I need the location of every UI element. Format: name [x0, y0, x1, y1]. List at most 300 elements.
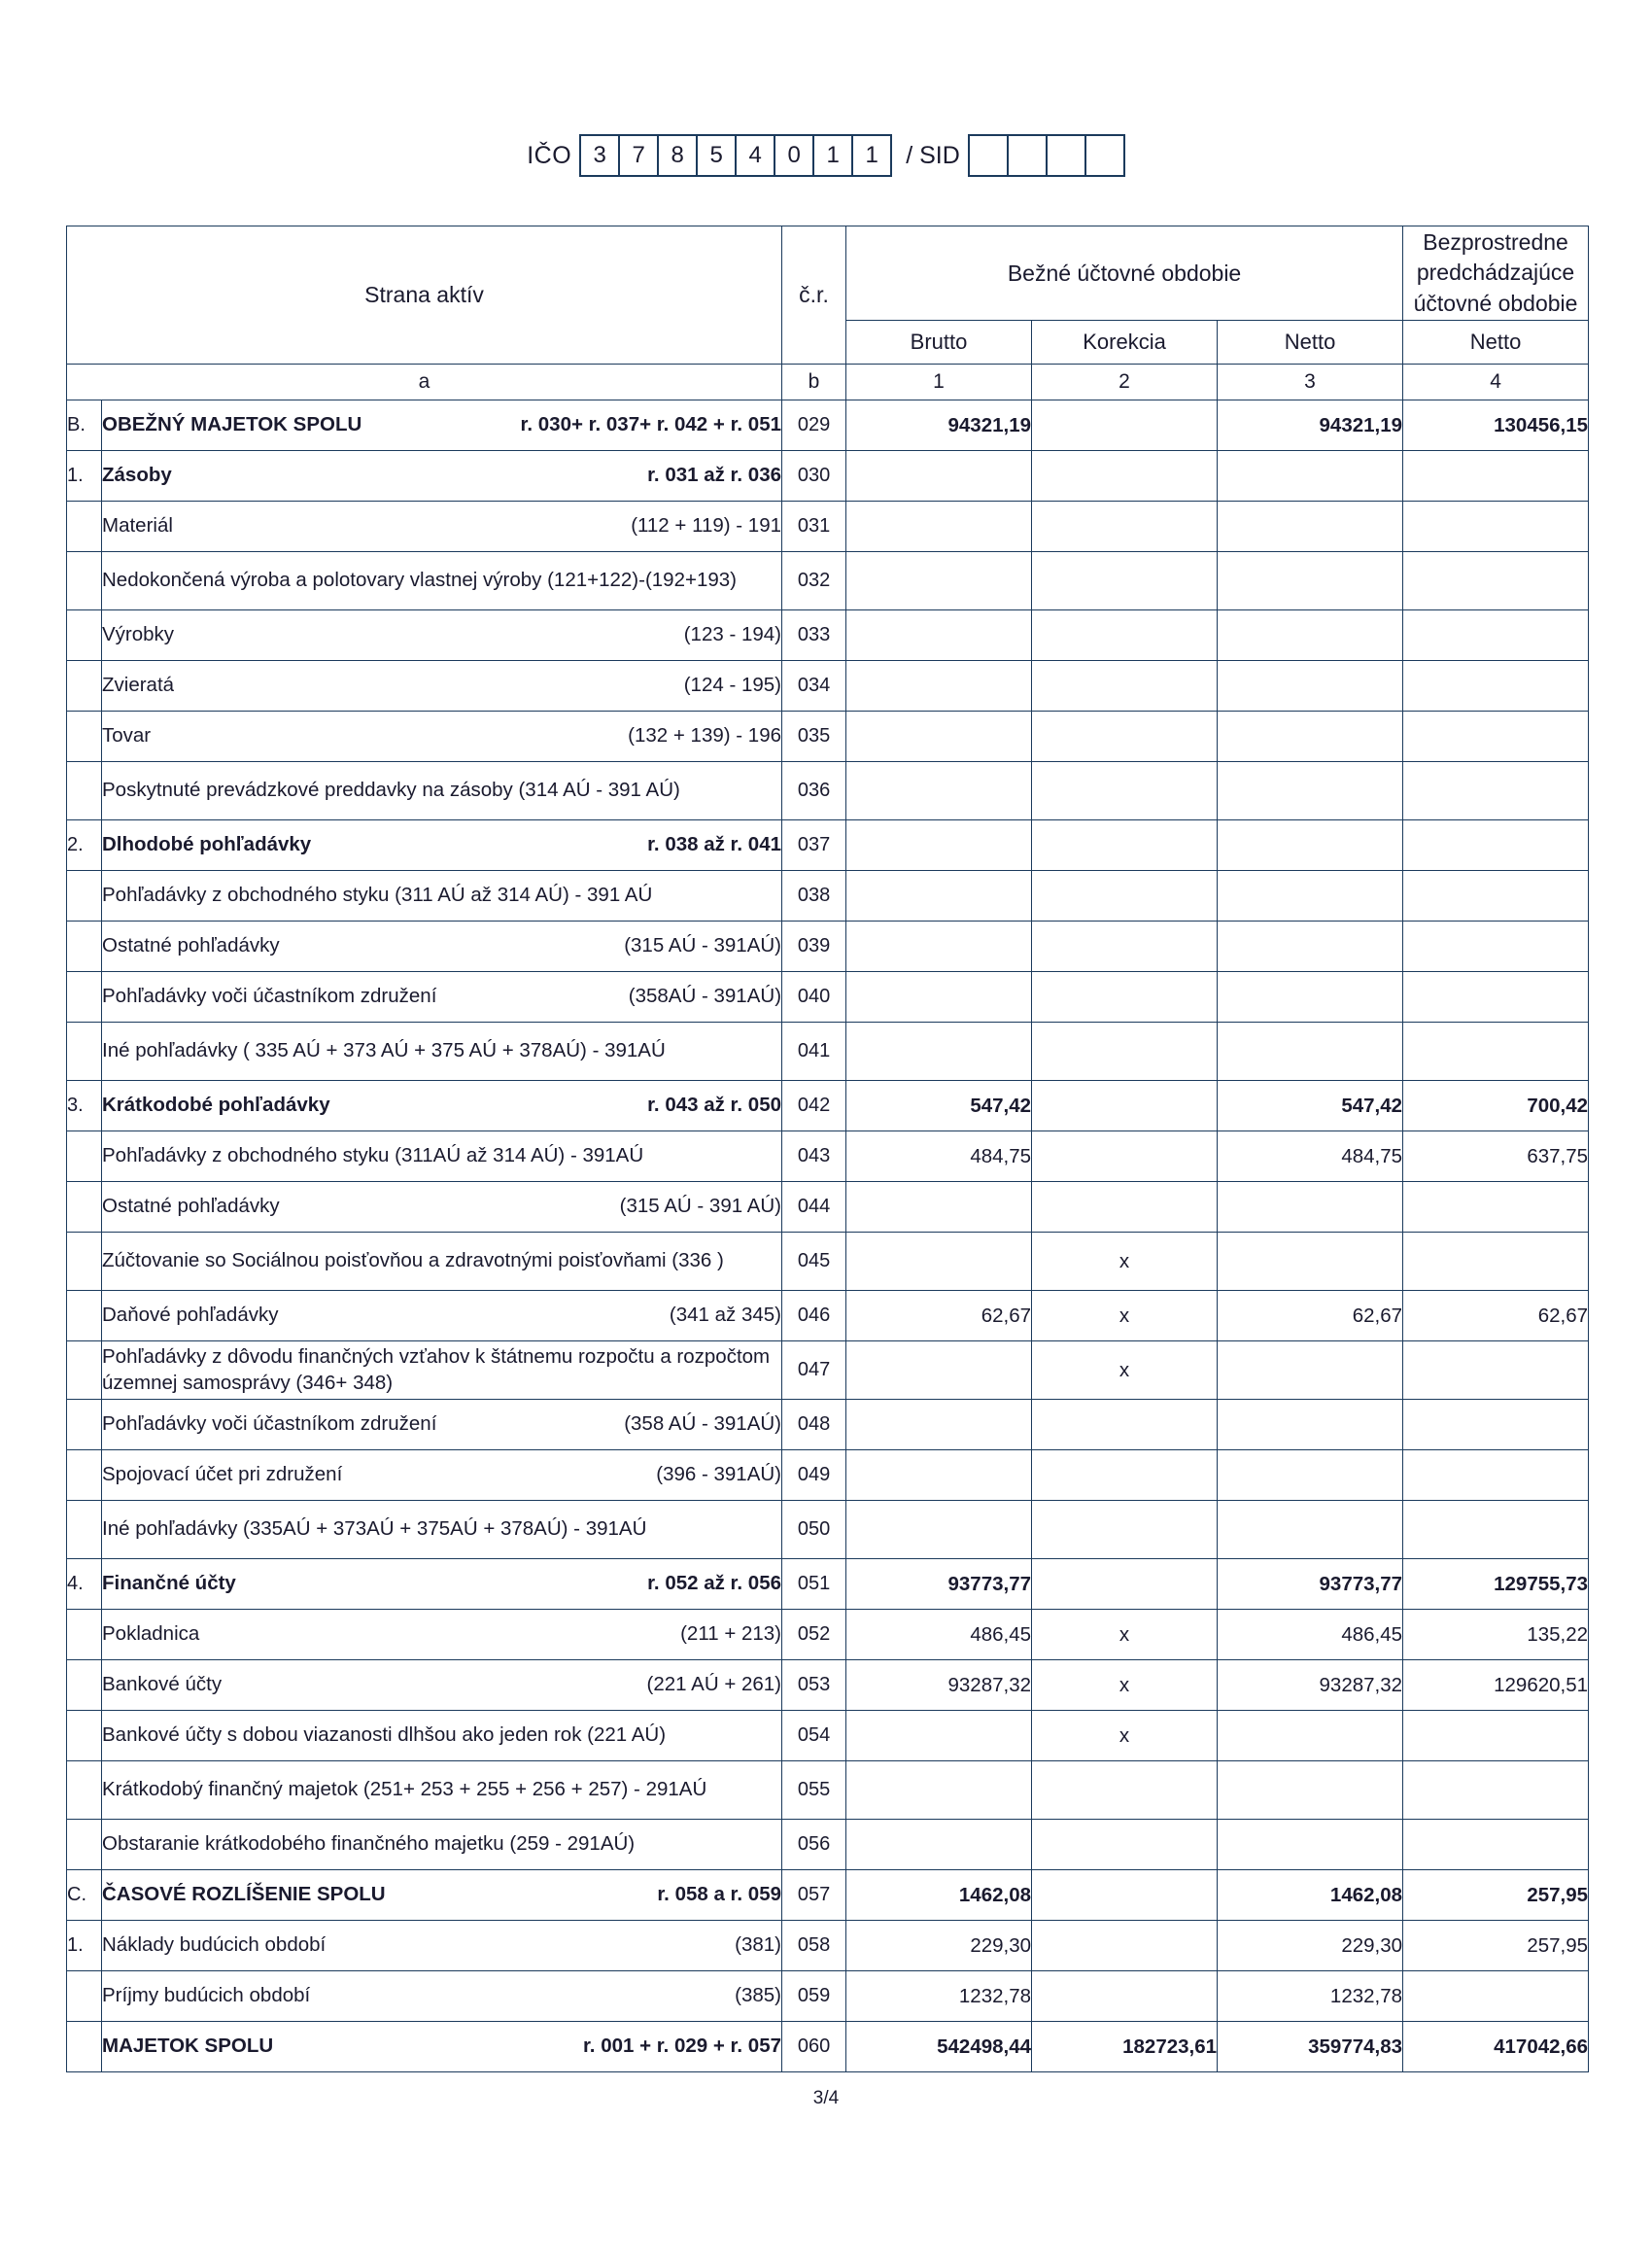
row-line-number: 037 — [782, 820, 846, 871]
row-line-number: 047 — [782, 1341, 846, 1400]
cell-korekcia — [1032, 1501, 1218, 1559]
cell-netto — [1218, 1820, 1403, 1870]
row-formula: (315 AÚ - 391 AÚ) — [619, 1195, 782, 1218]
row-index — [67, 552, 102, 610]
sid-label: / SID — [906, 141, 960, 169]
cell-netto — [1218, 552, 1403, 610]
sid-digit — [1046, 134, 1086, 177]
cell-netto-prev: 62,67 — [1403, 1291, 1589, 1341]
row-formula: (358 AÚ - 391AÚ) — [624, 1412, 782, 1436]
cell-korekcia — [1032, 1870, 1218, 1921]
row-line-number: 042 — [782, 1081, 846, 1131]
row-label — [102, 972, 782, 1023]
cell-korekcia — [1032, 1820, 1218, 1870]
ico-digit: 0 — [774, 134, 814, 177]
row-index — [67, 972, 102, 1023]
table-row — [67, 1023, 1589, 1081]
cell-netto — [1218, 1501, 1403, 1559]
row-label — [102, 1501, 782, 1559]
row-formula: r. 043 až r. 050 — [647, 1094, 782, 1117]
cell-netto: 547,42 — [1218, 1081, 1403, 1131]
cell-netto: 359774,83 — [1218, 2022, 1403, 2072]
cell-korekcia — [1032, 610, 1218, 661]
ico-digit: 3 — [579, 134, 620, 177]
row-label-text: ČASOVÉ ROZLÍŠENIE SPOLU — [102, 1883, 386, 1906]
cell-netto — [1218, 1711, 1403, 1761]
row-line-number: 031 — [782, 502, 846, 552]
row-label — [102, 1233, 782, 1291]
cell-netto-prev — [1403, 1233, 1589, 1291]
row-label — [102, 1711, 782, 1761]
table-row — [67, 972, 1589, 1023]
cell-korekcia — [1032, 451, 1218, 502]
cell-netto — [1218, 1400, 1403, 1450]
cell-korekcia — [1032, 1971, 1218, 2022]
cell-korekcia — [1032, 1131, 1218, 1182]
table-row — [67, 502, 1589, 552]
row-label-text: Krátkodobý finančný majetok (251+ 253 + 255 + 256 + 257) - 291AÚ — [102, 1778, 707, 1801]
cell-brutto: 1462,08 — [846, 1870, 1032, 1921]
cell-netto-prev: 129755,73 — [1403, 1559, 1589, 1610]
row-index — [67, 1023, 102, 1081]
cell-korekcia — [1032, 1182, 1218, 1233]
row-formula: (315 AÚ - 391AÚ) — [624, 934, 782, 957]
cell-brutto — [846, 1761, 1032, 1820]
row-formula: r. 030+ r. 037+ r. 042 + r. 051 — [520, 413, 782, 436]
row-line-number: 048 — [782, 1400, 846, 1450]
ico-label: IČO — [527, 141, 572, 169]
cell-netto-prev — [1403, 712, 1589, 762]
cell-netto — [1218, 610, 1403, 661]
table-row — [67, 1450, 1589, 1501]
table-row — [67, 1501, 1589, 1559]
table-row — [67, 1660, 1589, 1711]
row-line-number: 036 — [782, 762, 846, 820]
cell-netto — [1218, 502, 1403, 552]
cell-netto-prev — [1403, 1400, 1589, 1450]
row-label-text: Iné pohľadávky ( 335 AÚ + 373 AÚ + 375 AÚ + 378AÚ) - 391AÚ — [102, 1039, 666, 1062]
row-line-number: 049 — [782, 1450, 846, 1501]
sid-digit — [1084, 134, 1125, 177]
row-label-text: Finančné účty — [102, 1572, 236, 1595]
cell-brutto — [846, 661, 1032, 712]
row-label — [102, 661, 782, 712]
cell-korekcia — [1032, 1761, 1218, 1820]
cell-korekcia: x — [1032, 1233, 1218, 1291]
cell-korekcia — [1032, 661, 1218, 712]
table-row — [67, 1400, 1589, 1450]
row-index — [67, 871, 102, 922]
cell-netto-prev — [1403, 972, 1589, 1023]
row-label-text: Poskytnuté prevádzkové preddavky na zásoby (314 AÚ - 391 AÚ) — [102, 779, 680, 802]
row-line-number: 029 — [782, 400, 846, 451]
cell-korekcia — [1032, 1921, 1218, 1971]
row-line-number: 034 — [782, 661, 846, 712]
row-label — [102, 820, 782, 871]
cell-netto — [1218, 762, 1403, 820]
row-line-number: 050 — [782, 1501, 846, 1559]
row-label — [102, 1081, 782, 1131]
row-label — [102, 1921, 782, 1971]
row-index — [67, 922, 102, 972]
row-formula: r. 001 + r. 029 + r. 057 — [582, 2035, 782, 2058]
ico-digit-boxes — [581, 134, 892, 177]
cell-brutto — [846, 1023, 1032, 1081]
cell-brutto: 62,67 — [846, 1291, 1032, 1341]
cell-brutto — [846, 1450, 1032, 1501]
cell-korekcia: x — [1032, 1341, 1218, 1400]
ico-digit: 1 — [851, 134, 892, 177]
row-index — [67, 1233, 102, 1291]
cell-brutto — [846, 922, 1032, 972]
row-line-number: 055 — [782, 1761, 846, 1820]
row-index — [67, 1501, 102, 1559]
row-line-number: 044 — [782, 1182, 846, 1233]
cell-korekcia — [1032, 762, 1218, 820]
table-row — [67, 1971, 1589, 2022]
row-label-text: Výrobky — [102, 623, 175, 646]
row-label — [102, 1450, 782, 1501]
row-line-number: 041 — [782, 1023, 846, 1081]
row-formula: r. 038 až r. 041 — [647, 833, 782, 856]
header-previous-period-line3: účtovné obdobie — [1413, 290, 1578, 316]
cell-netto-prev: 417042,66 — [1403, 2022, 1589, 2072]
row-index: 1. — [67, 1921, 102, 1971]
cell-netto-prev — [1403, 451, 1589, 502]
sid-digit — [1007, 134, 1048, 177]
row-line-number: 043 — [782, 1131, 846, 1182]
cell-korekcia — [1032, 1400, 1218, 1450]
row-index — [67, 1291, 102, 1341]
cell-brutto — [846, 1711, 1032, 1761]
row-index — [67, 1711, 102, 1761]
page-footer: 3/4 — [812, 2088, 840, 2108]
row-label-text: Pohľadávky z obchodného styku (311 AÚ až 314 AÚ) - 391 AÚ — [102, 884, 653, 907]
row-formula: (396 - 391AÚ) — [656, 1463, 782, 1486]
row-index — [67, 1761, 102, 1820]
row-label-text: MAJETOK SPOLU — [102, 2035, 274, 2058]
cell-netto — [1218, 1233, 1403, 1291]
cell-netto-prev: 130456,15 — [1403, 400, 1589, 451]
row-label-text: Ostatné pohľadávky — [102, 1195, 280, 1218]
ico-digit: 5 — [696, 134, 737, 177]
row-line-number: 058 — [782, 1921, 846, 1971]
cell-korekcia — [1032, 400, 1218, 451]
cell-brutto — [846, 502, 1032, 552]
row-line-number: 039 — [782, 922, 846, 972]
header-previous-period-line1: Bezprostredne — [1423, 229, 1568, 256]
cell-netto-prev: 257,95 — [1403, 1870, 1589, 1921]
header-letter-b: b — [782, 365, 846, 400]
balance-sheet-table — [66, 226, 1589, 2072]
row-label-text: Nedokončená výroba a polotovary vlastnej výroby (121+122)-(192+193) — [102, 569, 737, 592]
row-line-number: 059 — [782, 1971, 846, 2022]
row-formula: (385) — [735, 1984, 782, 2007]
cell-netto-prev: 129620,51 — [1403, 1660, 1589, 1711]
row-line-number: 045 — [782, 1233, 846, 1291]
cell-korekcia: x — [1032, 1610, 1218, 1660]
row-label-text: Pokladnica — [102, 1622, 200, 1646]
cell-brutto — [846, 820, 1032, 871]
cell-netto — [1218, 661, 1403, 712]
row-index: B. — [67, 400, 102, 451]
cell-netto: 229,30 — [1218, 1921, 1403, 1971]
cell-korekcia: x — [1032, 1711, 1218, 1761]
row-label — [102, 1820, 782, 1870]
cell-korekcia — [1032, 1559, 1218, 1610]
table-row — [67, 762, 1589, 820]
row-label — [102, 1291, 782, 1341]
cell-brutto: 1232,78 — [846, 1971, 1032, 2022]
row-label-text: Iné pohľadávky (335AÚ + 373AÚ + 375AÚ + 378AÚ) - 391AÚ — [102, 1517, 647, 1541]
cell-netto: 94321,19 — [1218, 400, 1403, 451]
row-index — [67, 1820, 102, 1870]
row-index — [67, 502, 102, 552]
cell-korekcia — [1032, 502, 1218, 552]
header-col-1: 1 — [846, 365, 1032, 400]
header-brutto: Brutto — [846, 321, 1032, 365]
cell-brutto: 93287,32 — [846, 1660, 1032, 1711]
cell-brutto — [846, 1820, 1032, 1870]
cell-korekcia: x — [1032, 1660, 1218, 1711]
cell-brutto — [846, 1501, 1032, 1559]
row-index — [67, 1660, 102, 1711]
cell-netto — [1218, 1450, 1403, 1501]
row-index: 4. — [67, 1559, 102, 1610]
cell-netto-prev — [1403, 502, 1589, 552]
cell-brutto — [846, 712, 1032, 762]
row-label-text: Tovar — [102, 724, 152, 748]
row-index: 3. — [67, 1081, 102, 1131]
row-label — [102, 922, 782, 972]
table-row — [67, 2022, 1589, 2072]
header-netto: Netto — [1218, 321, 1403, 365]
row-index — [67, 1341, 102, 1400]
cell-netto — [1218, 871, 1403, 922]
cell-netto-prev — [1403, 1501, 1589, 1559]
table-row — [67, 1182, 1589, 1233]
row-label-text: Zvieratá — [102, 674, 175, 697]
ico-header — [0, 134, 1652, 177]
row-line-number: 038 — [782, 871, 846, 922]
row-label-text: Daňové pohľadávky — [102, 1304, 279, 1327]
cell-brutto: 229,30 — [846, 1921, 1032, 1971]
table-row — [67, 661, 1589, 712]
cell-brutto — [846, 1233, 1032, 1291]
row-index — [67, 2022, 102, 2072]
row-label — [102, 1971, 782, 2022]
row-formula: (341 až 345) — [669, 1304, 782, 1327]
row-index — [67, 1971, 102, 2022]
cell-korekcia — [1032, 820, 1218, 871]
sid-digit — [968, 134, 1009, 177]
ico-digit: 4 — [735, 134, 775, 177]
row-formula: (123 - 194) — [683, 623, 782, 646]
row-label — [102, 1341, 782, 1400]
header-side: Strana aktív — [67, 226, 782, 365]
row-label — [102, 1182, 782, 1233]
cell-brutto — [846, 972, 1032, 1023]
cell-netto-prev — [1403, 871, 1589, 922]
table-row — [67, 1610, 1589, 1660]
header-col-2: 2 — [1032, 365, 1218, 400]
cell-korekcia — [1032, 1081, 1218, 1131]
row-label-text: Bankové účty — [102, 1673, 223, 1696]
cell-brutto: 93773,77 — [846, 1559, 1032, 1610]
cell-brutto: 486,45 — [846, 1610, 1032, 1660]
cell-netto-prev — [1403, 1023, 1589, 1081]
row-label-text: Bankové účty s dobou viazanosti dlhšou ako jeden rok (221 AÚ) — [102, 1723, 667, 1747]
row-label-text: Krátkodobé pohľadávky — [102, 1094, 330, 1117]
row-index — [67, 1400, 102, 1450]
row-label — [102, 1400, 782, 1450]
row-label — [102, 502, 782, 552]
cell-netto — [1218, 1341, 1403, 1400]
header-netto-prev: Netto — [1403, 321, 1589, 365]
row-formula: (112 + 119) - 191 — [631, 514, 782, 538]
table-header — [67, 226, 1589, 400]
row-index — [67, 610, 102, 661]
cell-netto — [1218, 972, 1403, 1023]
row-index — [67, 1610, 102, 1660]
cell-brutto — [846, 1400, 1032, 1450]
header-col-4: 4 — [1403, 365, 1589, 400]
cell-netto-prev: 135,22 — [1403, 1610, 1589, 1660]
row-label-text: Pohľadávky voči účastníkom združení — [102, 1412, 437, 1436]
row-label-text: Pohľadávky voči účastníkom združení — [102, 985, 437, 1008]
cell-netto: 1232,78 — [1218, 1971, 1403, 2022]
cell-brutto — [846, 1341, 1032, 1400]
row-formula: (358AÚ - 391AÚ) — [628, 985, 782, 1008]
row-index — [67, 1182, 102, 1233]
cell-netto-prev — [1403, 820, 1589, 871]
cell-netto — [1218, 820, 1403, 871]
row-formula: (221 AÚ + 261) — [646, 1673, 782, 1696]
cell-brutto: 542498,44 — [846, 2022, 1032, 2072]
header-letter-a: a — [67, 365, 782, 400]
cell-korekcia: 182723,61 — [1032, 2022, 1218, 2072]
row-formula: r. 031 až r. 036 — [647, 464, 782, 487]
row-line-number: 040 — [782, 972, 846, 1023]
table-row — [67, 1711, 1589, 1761]
row-formula: (124 - 195) — [683, 674, 782, 697]
cell-netto-prev — [1403, 1182, 1589, 1233]
cell-netto: 93773,77 — [1218, 1559, 1403, 1610]
row-label — [102, 1610, 782, 1660]
table-row — [67, 400, 1589, 451]
cell-brutto: 547,42 — [846, 1081, 1032, 1131]
row-index — [67, 712, 102, 762]
table-row — [67, 1341, 1589, 1400]
row-label-text: Spojovací účet pri združení — [102, 1463, 343, 1486]
ico-digit: 1 — [812, 134, 853, 177]
ico-digit: 8 — [657, 134, 698, 177]
table-row — [67, 922, 1589, 972]
table-row — [67, 820, 1589, 871]
cell-netto-prev — [1403, 1820, 1589, 1870]
row-line-number: 033 — [782, 610, 846, 661]
row-label — [102, 1761, 782, 1820]
cell-netto — [1218, 1023, 1403, 1081]
cell-netto: 484,75 — [1218, 1131, 1403, 1182]
cell-korekcia — [1032, 552, 1218, 610]
cell-netto-prev — [1403, 1341, 1589, 1400]
table-row — [67, 1820, 1589, 1870]
cell-netto-prev — [1403, 1971, 1589, 2022]
cell-korekcia: x — [1032, 1291, 1218, 1341]
cell-brutto: 484,75 — [846, 1131, 1032, 1182]
row-line-number: 060 — [782, 2022, 846, 2072]
cell-netto-prev — [1403, 1711, 1589, 1761]
row-label — [102, 2022, 782, 2072]
header-previous-period — [1403, 226, 1589, 321]
cell-netto-prev — [1403, 762, 1589, 820]
row-label — [102, 871, 782, 922]
table-row — [67, 1233, 1589, 1291]
cell-netto-prev: 257,95 — [1403, 1921, 1589, 1971]
cell-netto — [1218, 1761, 1403, 1820]
table-row — [67, 1761, 1589, 1820]
cell-brutto: 94321,19 — [846, 400, 1032, 451]
row-line-number: 051 — [782, 1559, 846, 1610]
cell-korekcia — [1032, 922, 1218, 972]
cell-netto: 486,45 — [1218, 1610, 1403, 1660]
row-label-text: Materiál — [102, 514, 173, 538]
row-index: 1. — [67, 451, 102, 502]
cell-netto-prev — [1403, 661, 1589, 712]
header-line-no: č.r. — [782, 226, 846, 365]
cell-netto-prev — [1403, 1450, 1589, 1501]
cell-netto-prev — [1403, 552, 1589, 610]
row-label — [102, 1023, 782, 1081]
row-line-number: 030 — [782, 451, 846, 502]
row-label — [102, 712, 782, 762]
row-label — [102, 610, 782, 661]
row-line-number: 035 — [782, 712, 846, 762]
cell-korekcia — [1032, 712, 1218, 762]
row-label-text: OBEŽNÝ MAJETOK SPOLU — [102, 413, 362, 436]
cell-brutto — [846, 552, 1032, 610]
cell-netto: 93287,32 — [1218, 1660, 1403, 1711]
row-index — [67, 661, 102, 712]
cell-korekcia — [1032, 1450, 1218, 1501]
row-label-text: Dlhodobé pohľadávky — [102, 833, 312, 856]
table-row — [67, 1559, 1589, 1610]
row-formula: r. 058 a r. 059 — [657, 1883, 782, 1906]
row-label — [102, 1559, 782, 1610]
row-label — [102, 1870, 782, 1921]
row-label-text: Pohľadávky z obchodného styku (311AÚ až 314 AÚ) - 391AÚ — [102, 1144, 644, 1167]
row-label-text: Zásoby — [102, 464, 172, 487]
ico-digit: 7 — [618, 134, 659, 177]
table-row — [67, 451, 1589, 502]
cell-netto-prev — [1403, 1761, 1589, 1820]
table-row — [67, 610, 1589, 661]
row-label — [102, 400, 782, 451]
header-previous-period-line2: predchádzajúce — [1416, 260, 1575, 286]
cell-netto — [1218, 712, 1403, 762]
table-row — [67, 1081, 1589, 1131]
cell-korekcia — [1032, 1023, 1218, 1081]
row-formula: (211 + 213) — [680, 1622, 782, 1646]
cell-brutto — [846, 762, 1032, 820]
cell-netto: 1462,08 — [1218, 1870, 1403, 1921]
row-line-number: 052 — [782, 1610, 846, 1660]
cell-netto-prev — [1403, 922, 1589, 972]
row-label — [102, 1660, 782, 1711]
row-line-number: 054 — [782, 1711, 846, 1761]
row-index: 2. — [67, 820, 102, 871]
